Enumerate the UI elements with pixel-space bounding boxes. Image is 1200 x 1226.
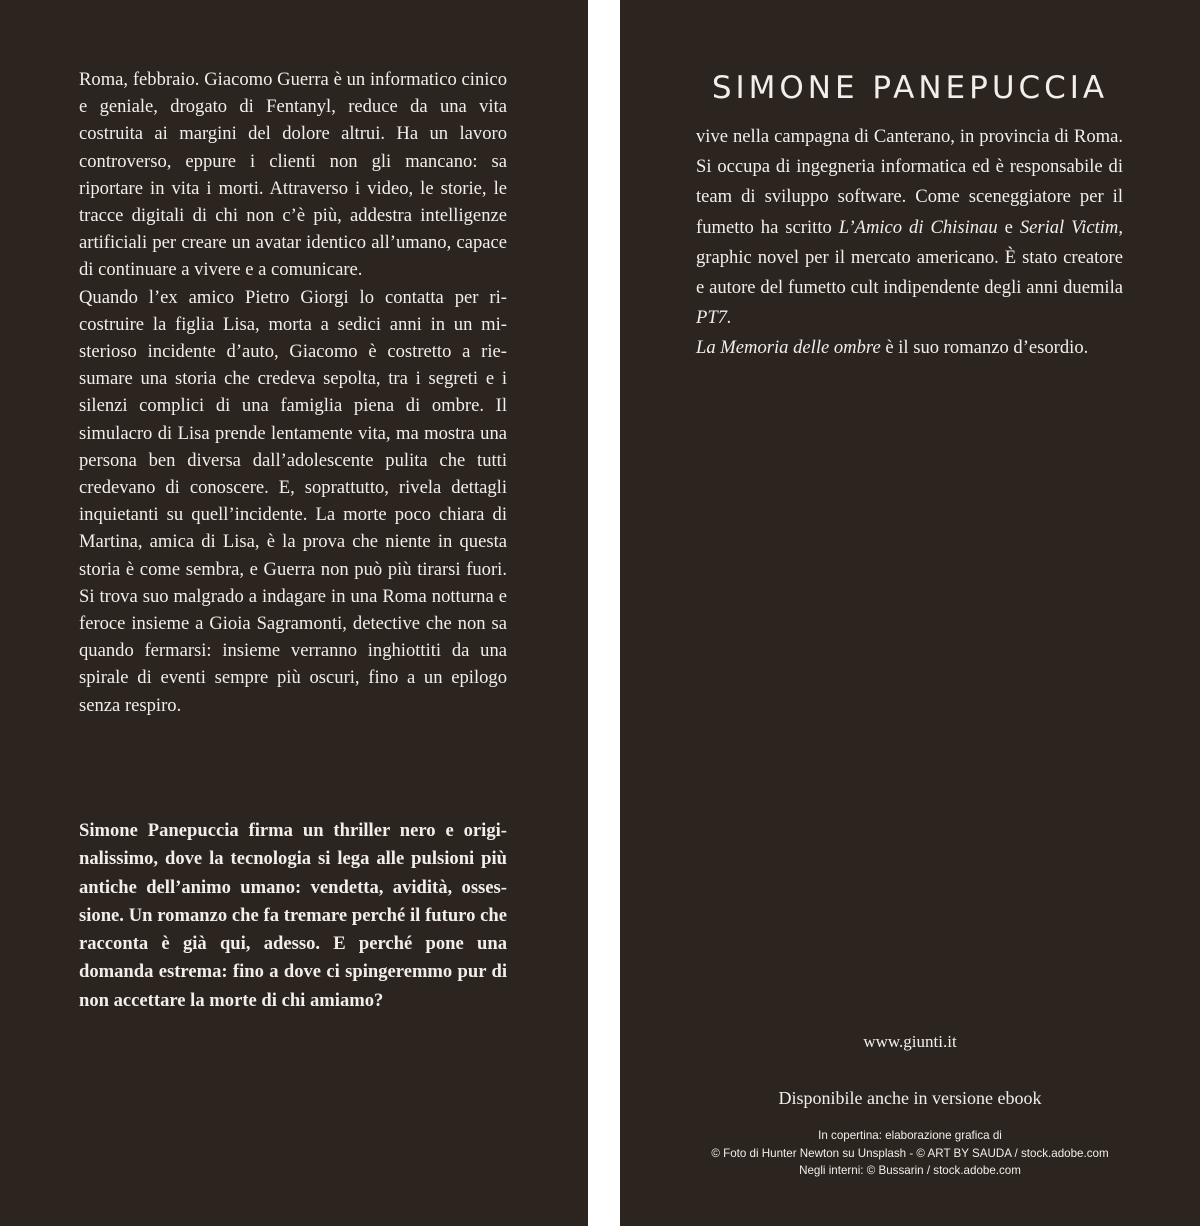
- synopsis-paragraph-2: Quando l’ex amico Pietro Giorgi lo contatta per ricostruire la figlia Lisa, morta a sedici anni in un misterioso incidente d’auto, Giacomo è costretto a riesumare una storia che credeva sepolta, tra i segreti e i silenzi complici di una famiglia piena di ombre. Il simulacro di Lisa prende lentamente vita, ma mostra una persona ben diversa dall’adolescente pulita che tutti credevano di conoscere. E, soprattutto, rivela dettagli inquietanti su quell’incidente. La morte poco chiara di Martina, amica di Lisa, è la prova che niente in questa storia è come sembra, e Guerra non può più tirarsi fuori. Si trova suo malgrado a indagare in una Roma notturna e feroce insieme a Gioia Sagramonti, detective che non sa quando fermarsi: insieme verranno inghiottiti da una spirale di eventi sempre più oscuri, fino a un epilogo senza respiro.: [79, 286, 507, 716]
- publisher-website[interactable]: www.giunti.it: [863, 1032, 957, 1051]
- bio-paragraph-2: [696, 333, 1123, 363]
- credit-line-1: In copertina: elaborazione grafica di: [818, 1129, 1002, 1142]
- synopsis-text: [79, 66, 507, 719]
- credit-line-3: Negli interni: © Bussarin / stock.adobe.com: [799, 1164, 1021, 1177]
- author-flap-panel: [620, 0, 1200, 1226]
- bio-paragraph-1: [696, 122, 1123, 333]
- bio-title-amico: L’Amico di Chisinau: [838, 216, 998, 238]
- author-bio: [696, 122, 1123, 364]
- back-flap-panel: [0, 0, 588, 1226]
- cover-credits: [620, 1127, 1200, 1180]
- bio-text-4: è il suo romanzo d’esordio.: [880, 337, 1089, 359]
- bio-text-3: , graphic novel per il mercato americano. È stato creatore e autore del fumetto cult indipendente degli anni duemila: [696, 216, 1123, 299]
- ebook-note: Disponibile anche in versione ebook: [778, 1088, 1042, 1108]
- blurb-text: Simone Panepuccia firma un thriller nero e originalissimo, dove la tecnologia si lega alle pulsioni più antiche dell’animo umano: vendetta, avidità, ossessione. Un romanzo che fa tremare perché il futuro che racconta è già qui, adesso. E perché pone una domanda estrema: fino a dove ci spingeremmo pur di non accettare la morte di chi amiamo?: [79, 820, 507, 1011]
- bio-title-serial: Serial Victim: [1019, 216, 1119, 238]
- bio-title-pt7: PT7.: [696, 307, 732, 329]
- synopsis-paragraph-1: Roma, febbraio. Giacomo Guerra è un informatico cinico e geniale, drogato di Fentanyl, reduce da una vita costruita ai margini del dolore altrui. Ha un lavoro controverso, eppure i clienti non gli mancano: sa riportare in vita i morti. Attraverso i video, le storie, le tracce digitali di chi non c’è più, addestra intelligenze artificiali per creare un avatar identico all’umano, capace di continuare a vivere e a comunicare.: [79, 69, 507, 281]
- credit-line-2: © Foto di Hunter Newton su Unsplash - © ART BY SAUDA / stock.adobe.com: [711, 1146, 1109, 1160]
- bio-text-2: e: [997, 216, 1020, 238]
- bio-text-1: vive nella campagna di Canterano, in provincia di Roma. Si occupa di ingegneria informatica ed è responsabile di team di sviluppo software. Come sceneggiatore per il fumetto ha scritto: [696, 126, 1123, 238]
- author-name: SIMONE PANEPUCCIA: [711, 70, 1109, 106]
- bio-title-memoria: La Memoria delle ombre: [696, 337, 881, 359]
